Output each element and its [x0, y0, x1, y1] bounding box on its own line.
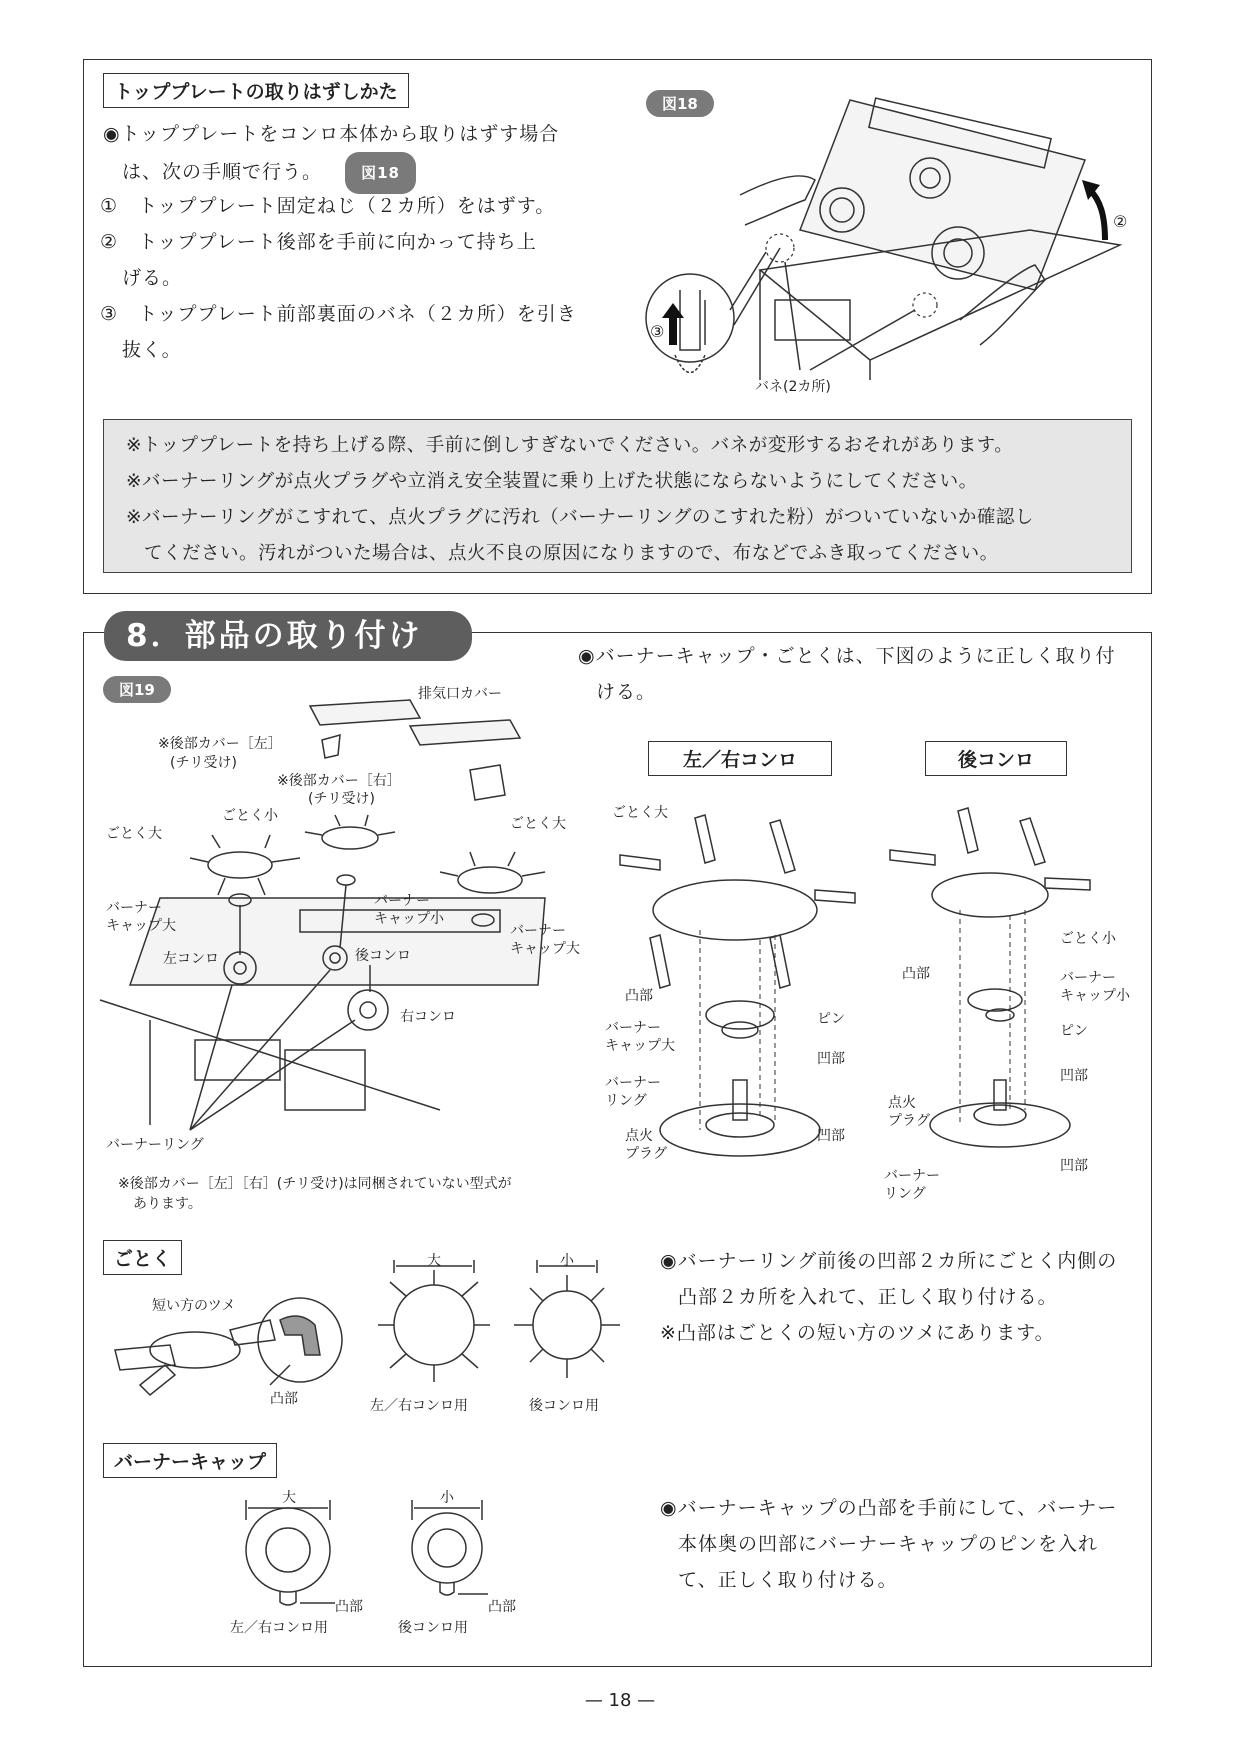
lr-plug-label-1: 点火 — [625, 1128, 653, 1144]
gotoku-lr-use: 左／右コンロ用 — [370, 1398, 468, 1414]
removal-heading: トッププレートの取りはずしかた — [103, 73, 409, 108]
rear-cap-label-1: バーナー — [1060, 970, 1116, 986]
note-2: ※バーナーリングが点火プラグや立消え安全装置に乗り上げた状態にならないようにしてください。 — [126, 471, 978, 492]
step-2-cont: げる。 — [122, 267, 183, 289]
note-1: ※トッププレートを持ち上げる際、手前に倒しすぎないでください。バネが変形するおそれがあります。 — [126, 435, 1014, 456]
step-3-cont: 抜く。 — [122, 339, 182, 361]
section8-title: 8．部品の取り付け — [104, 611, 472, 661]
burner-cap-small-size: 小 — [440, 1490, 454, 1506]
fig18-label: 図18 — [646, 90, 714, 117]
gotoku-rear-use: 後コンロ用 — [529, 1398, 599, 1414]
lr-gotoku-label: ごとく大 — [612, 805, 668, 821]
gotoku-small-size: 小 — [560, 1253, 574, 1269]
rear-concave-label-1: 凹部 — [1060, 1068, 1088, 1084]
gotoku-small-label: ごとく小 — [222, 808, 278, 824]
note-4: てください。汚れがついた場合は、点火不良の原因になりますので、布などでふき取ってください。 — [144, 543, 999, 564]
burner-cap-text-2: 本体奥の凹部にバーナーキャップのピンを入れ — [678, 1533, 1099, 1555]
burner-cap-heading: バーナーキャップ — [103, 1443, 277, 1478]
note-3: ※バーナーリングがこすれて、点火プラグに汚れ（バーナーリングのこすれた粉）がついていないか確認し — [126, 507, 1034, 528]
step-3: ③ トッププレート前部裏面のバネ（２カ所）を引き — [100, 303, 577, 325]
rear-burner-label: 後コンロ — [355, 948, 411, 964]
burner-cap-convex-2: 凸部 — [488, 1599, 516, 1615]
rear-cover-left-sub: (チリ受け) — [170, 755, 237, 771]
rear-cover-right-label: ※後部カバー［右］ — [277, 773, 401, 789]
burner-cap-lr-use: 左／右コンロ用 — [230, 1620, 328, 1636]
rear-plug-label-1: 点火 — [888, 1095, 916, 1111]
exhaust-cover-label: 排気口カバー — [418, 686, 502, 702]
gotoku-convex-label: 凸部 — [270, 1391, 298, 1407]
fig19-footnote-1: ※後部カバー［左］［右］(チリ受け)は同梱されていない型式が — [118, 1176, 512, 1192]
gotoku-heading: ごとく — [103, 1240, 182, 1275]
left-burner-label: 左コンロ — [163, 951, 219, 967]
right-burner-label: 右コンロ — [400, 1009, 456, 1025]
lr-concave-label-2: 凹部 — [817, 1128, 845, 1144]
fig18-reference: 図18 — [345, 152, 416, 194]
fig18-spring-label: バネ(2カ所) — [755, 379, 831, 395]
section8-intro-line1: ◉バーナーキャップ・ごとくは、下図のように正しく取り付 — [578, 645, 1116, 667]
lr-plug-label-2: プラグ — [625, 1146, 667, 1162]
gotoku-text-2: 凸部２カ所を入れて、正しく取り付ける。 — [678, 1286, 1058, 1308]
cap-large-right-label-2: キャップ大 — [510, 941, 580, 957]
burner-ring-label: バーナーリング — [106, 1137, 204, 1153]
burner-cap-convex-1: 凸部 — [335, 1599, 363, 1615]
lr-cap-label-1: バーナー — [605, 1020, 661, 1036]
cap-large-right-label-1: バーナー — [510, 923, 566, 939]
gotoku-text-1: ◉バーナーリング前後の凹部２カ所にごとく内側の — [660, 1250, 1118, 1272]
burner-cap-rear-use: 後コンロ用 — [398, 1620, 468, 1636]
burner-cap-text-1: ◉バーナーキャップの凸部を手前にして、バーナー — [660, 1497, 1118, 1519]
rear-cap-label-2: キャップ小 — [1060, 988, 1130, 1004]
lr-concave-label-1: 凹部 — [817, 1051, 845, 1067]
rear-cover-left-label: ※後部カバー［左］ — [158, 736, 282, 752]
burner-cap-text-3: て、正しく取り付ける。 — [678, 1569, 898, 1591]
rear-concave-label-2: 凹部 — [1060, 1158, 1088, 1174]
rear-ring-label-2: リング — [884, 1186, 926, 1202]
gotoku-large-right-label: ごとく大 — [510, 816, 566, 832]
step-1: ① トッププレート固定ねじ（２カ所）をはずす。 — [100, 195, 556, 217]
step-2: ② トッププレート後部を手前に向かって持ち上 — [100, 231, 537, 253]
rear-plug-label-2: プラグ — [888, 1113, 930, 1129]
lr-cap-label-2: キャップ大 — [605, 1038, 675, 1054]
cap-large-left-label-1: バーナー — [106, 900, 162, 916]
gotoku-large-size: 大 — [427, 1253, 441, 1269]
removal-intro-line1: ◉トッププレートをコンロ本体から取りはずす場合 — [103, 123, 560, 145]
rear-pin-label: ピン — [1060, 1023, 1088, 1039]
page-number: — 18 — — [584, 1690, 656, 1711]
lr-pin-label: ピン — [817, 1011, 845, 1027]
gotoku-text-3: ※凸部はごとくの短い方のツメにあります。 — [660, 1322, 1055, 1344]
rear-convex-label: 凸部 — [902, 966, 930, 982]
cap-small-label-2: キャップ小 — [374, 911, 444, 927]
rear-ring-label-1: バーナー — [884, 1168, 940, 1184]
lr-convex-label: 凸部 — [625, 988, 653, 1004]
gotoku-short-claw-label: 短い方のツメ — [152, 1298, 236, 1314]
removal-intro-line2: は、次の手順で行う。 図18 — [122, 152, 416, 194]
burner-cap-large-size: 大 — [282, 1490, 296, 1506]
lr-burner-title: 左／右コンロ — [648, 741, 832, 776]
gotoku-large-left-label: ごとく大 — [106, 826, 162, 842]
lr-ring-label-2: リング — [605, 1093, 647, 1109]
fig18-step2-callout: ② — [1113, 212, 1128, 231]
cap-large-left-label-2: キャップ大 — [106, 918, 176, 934]
lr-ring-label-1: バーナー — [605, 1075, 661, 1091]
rear-gotoku-label: ごとく小 — [1060, 931, 1116, 947]
fig19-footnote-2: あります。 — [133, 1196, 202, 1212]
fig19-label: 図19 — [103, 676, 171, 703]
fig18-step3-callout: ③ — [650, 322, 665, 341]
cap-small-label-1: バーナー — [374, 893, 430, 909]
section8-intro-line2: ける。 — [596, 681, 657, 703]
rear-cover-right-sub: (チリ受け) — [308, 791, 375, 807]
rear-burner-title: 後コンロ — [925, 741, 1067, 776]
